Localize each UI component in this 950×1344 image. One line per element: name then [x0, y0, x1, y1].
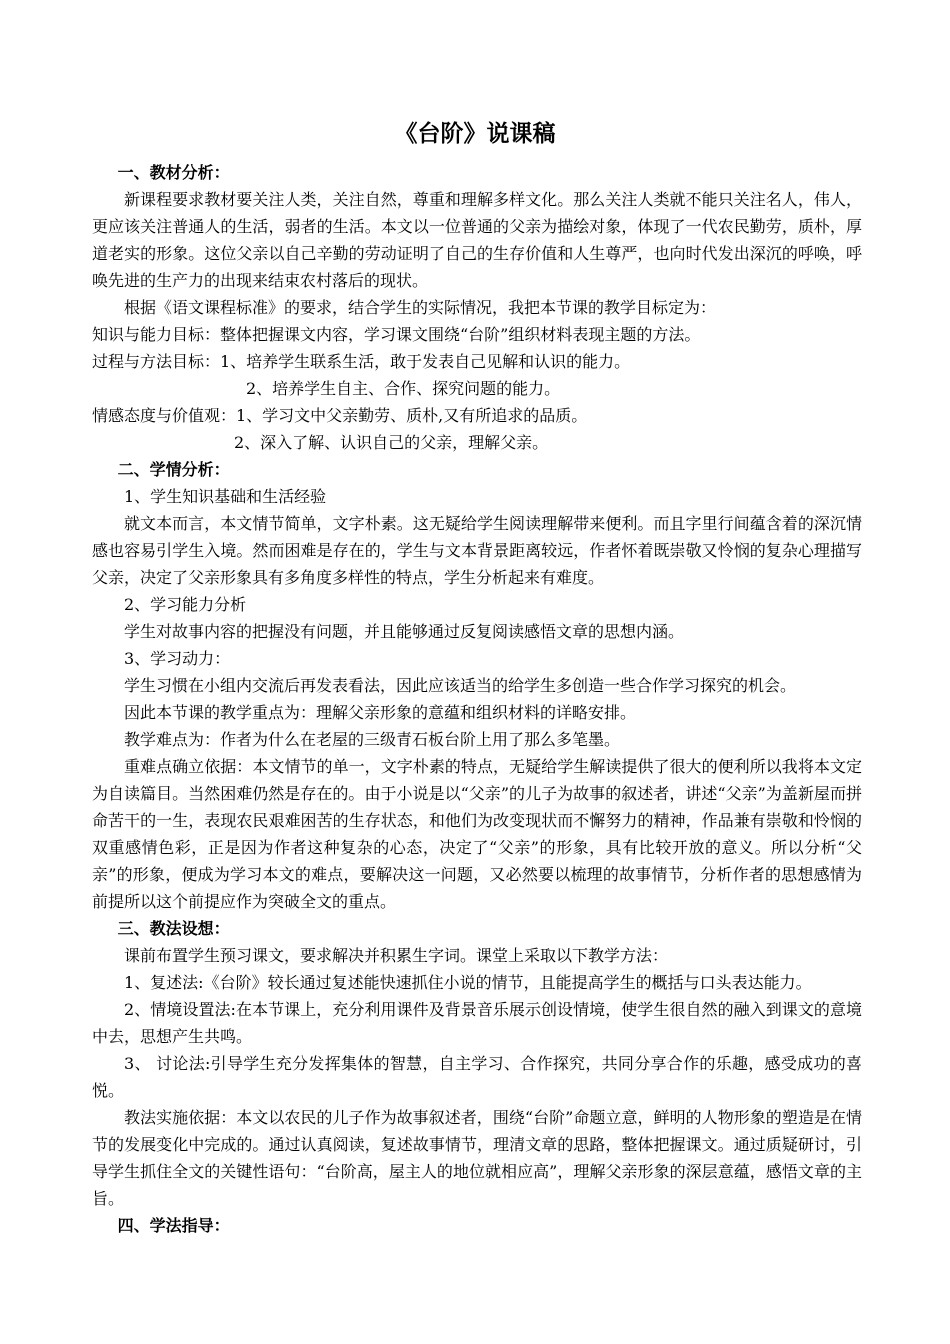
goal-process-2: 2、培养学生自主、合作、探究问题的能力。 [246, 379, 561, 398]
goal-emotion-1: 情感态度与价值观：1、学习文中父亲勤劳、质朴,又有所追求的品质。 [92, 406, 588, 425]
paragraph: 教法实施依据：本文以农民的儿子作为故事叙述者，围绕“台阶”命题立意，鲜明的人物形象的塑造是在情节的发展变化中完成的。通过认真阅读，复述故事情节，理清文章的思路，整体把握课文。通过质疑研讨，引导学生抓住全文的关键性语句：“台阶高，屋主人的地位就相应高”，理解父亲形象的深层意蕴，感悟文章的主旨。 [92, 1108, 862, 1208]
paragraph: 新课程要求教材要关注人类，关注自然，尊重和理解多样文化。那么关注人类就不能只关注名人，伟人，更应该关注普通人的生活，弱者的生活。本文以一位普通的父亲为描绘对象，体现了一代农民勤劳，质朴，厚道老实的形象。这位父亲以自己辛勤的劳动证明了自己的生存价值和人生尊严，也向时代发出深沉的呼唤，呼唤先进的生产力的出现来结束农村落后的现状。 [92, 190, 862, 290]
paragraph: 学生习惯在小组内交流后再发表看法，因此应该适当的给学生多创造一些合作学习探究的机会。 [124, 676, 797, 695]
subheading: 3、学习动力： [124, 649, 231, 668]
paragraph: 学生对故事内容的把握没有问题，并且能够通过反复阅读感悟文章的思想内涵。 [124, 622, 685, 641]
paragraph: 因此本节课的教学重点为：理解父亲形象的意蕴和组织材料的详略安排。 [124, 703, 637, 722]
goal-emotion-2: 2、深入了解、认识自己的父亲，理解父亲。 [234, 433, 549, 452]
goal-process-1: 过程与方法目标：1、培养学生联系生活，敢于发表自己见解和认识的能力。 [92, 352, 631, 371]
page-title: 《台阶》说课稿 [394, 121, 556, 147]
method-item: 1、复述法:《台阶》较长通过复述能快速抓住小说的情节，且能提高学生的概括与口头表达能力。 [124, 973, 812, 992]
section-heading-student-analysis: 二、学情分析： [117, 460, 230, 479]
paragraph: 根据《语文课程标准》的要求，结合学生的实际情况，我把本节课的教学目标定为： [124, 298, 717, 317]
paragraph: 教学难点为：作者为什么在老屋的三级青石板台阶上用了那么多笔墨。 [124, 730, 621, 749]
section-heading-teaching-material: 一、教材分析： [117, 163, 230, 182]
paragraph: 课前布置学生预习课文，要求解决并积累生字词。课堂上采取以下教学方法： [124, 946, 669, 965]
subheading: 1、学生知识基础和生活经验 [124, 487, 327, 506]
method-item: 2、情境设置法:在本节课上，充分利用课件及背景音乐展示创设情境，使学生很自然的融入到课文的意境中去，思想产生共鸣。 [92, 1000, 862, 1046]
paragraph: 就文本而言，本文情节简单，文字朴素。这无疑给学生阅读理解带来便利。而且字里行间蕴含着的深沉情感也容易引学生入境。然而困难是存在的，学生与文本背景距离较远，作者怀着既崇敬又怜悯的复杂心理描写父亲，决定了父亲形象具有多角度多样性的特点，学生分析起来有难度。 [92, 514, 862, 587]
subheading: 2、学习能力分析 [124, 595, 247, 614]
section-heading-teaching-methods: 三、教法设想： [117, 919, 230, 938]
goal-knowledge: 知识与能力目标：整体把握课文内容，学习课文围绕“台阶”组织材料表现主题的方法。 [92, 325, 701, 344]
document-body [92, 159, 862, 1239]
section-heading-study-guidance: 四、学法指导： [117, 1216, 230, 1235]
method-item: 3、 讨论法:引导学生充分发挥集体的智慧，自主学习、合作探究，共同分享合作的乐趣，感受成功的喜悦。 [92, 1054, 862, 1100]
paragraph: 重难点确立依据：本文情节的单一，文字朴素的特点，无疑给学生解读提供了很大的便利所以我将本文定为自读篇目。当然困难仍然是存在的。由于小说是以“父亲”的儿子为故事的叙述者，讲述“父亲”为盖新屋而拼命苦干的一生，表现农民艰难困苦的生存状态，和他们为改变现状而不懈努力的精神，作品兼有崇敬和怜悯的双重感情色彩，正是因为作者这种复杂的心态，决定了“父亲”的形象，具有比较开放的意义。所以分析“父亲”的形象，便成为学习本文的难点，要解决这一问题，又必然要以梳理的故事情节，分析作者的思想感情为前提所以这个前提应作为突破全文的重点。 [92, 757, 862, 911]
